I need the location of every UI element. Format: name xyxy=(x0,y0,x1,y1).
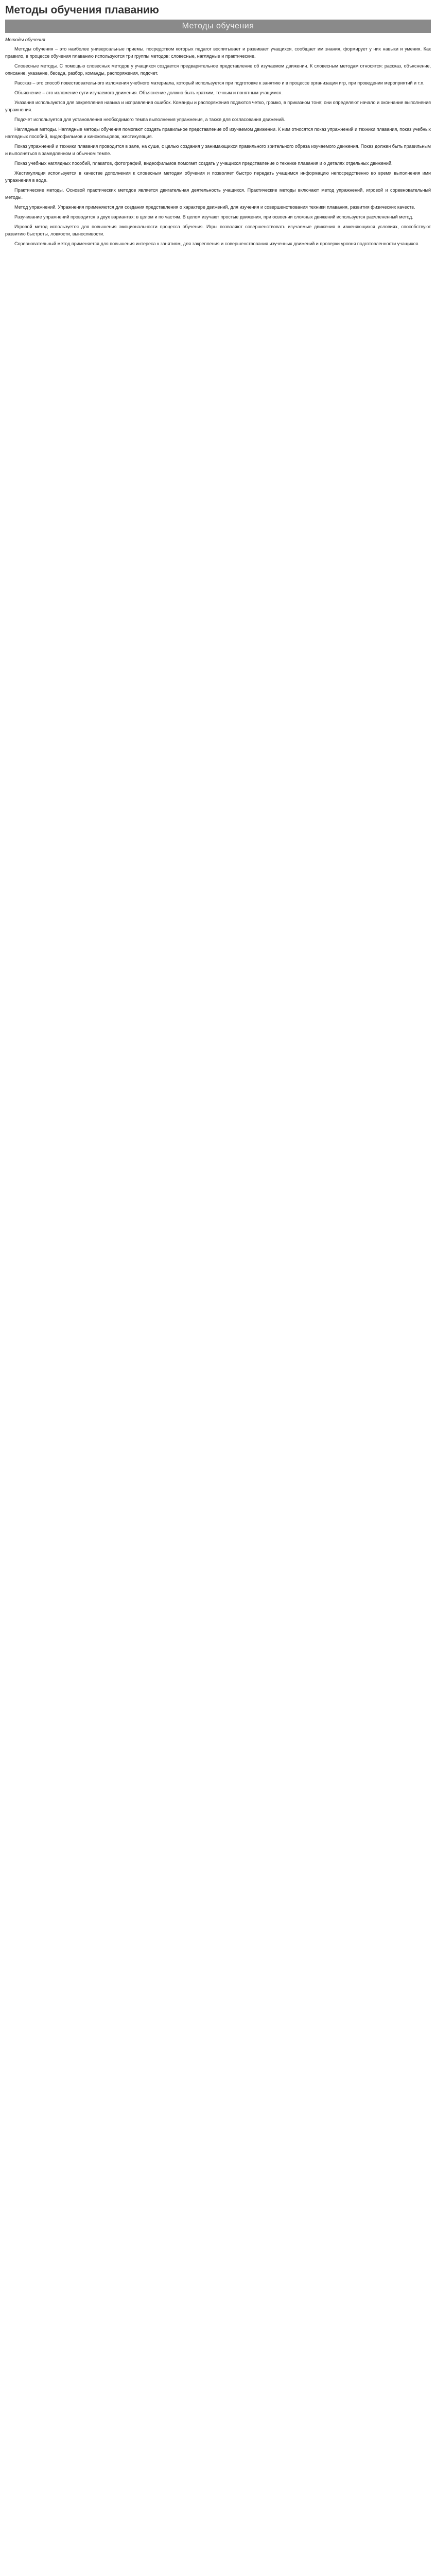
article-paragraph: Указания используются для закрепления навыка и исправления ошибок. Команды и распоряжения подаются четко, громко, в приказном тоне; они определяют начало и окончание выполнения упражнения. xyxy=(5,100,431,112)
article-paragraph: Соревновательный метод применяется для повышения интереса к занятиям, для закрепления и совершенствования изученных движений и проверки уровня подготовленности учащихся. xyxy=(14,241,420,246)
article-paragraph: Практические методы. Основой практических методов является двигательная деятельность учащихся. Практические методы включают метод упражнений, игровой и соревновательный методы. xyxy=(5,188,431,200)
article-paragraph: Методы обучения – это наиболее универсальные приемы, посредством которых педагог воспитывает и развивает учащихся, сообщает им знания, формирует у них навыки и умения. Как правило, в процессе обучения плаванию используются три группы методов: словесные, наглядные и практические. xyxy=(5,46,431,59)
article-paragraph: Подсчет используется для установления необходимого темпа выполнения упражнения, а также для согласования движений. xyxy=(14,117,285,122)
article-paragraph: Рассказ – это способ повествовательного изложения учебного материала, который используется при подготовке к занятию и в процессе организации игр, при проведении мероприятий и т.п. xyxy=(14,80,425,86)
article-paragraph: Игровой метод используется для повышения эмоциональности процесса обучения. Игры позволяют совершенствовать изучаемые движения в изменяющихся условиях, способствуют развитию быстроты, ловкости, выносливости. xyxy=(5,224,431,236)
article-paragraph: Объяснение – это изложение сути изучаемого движения. Объяснение должно быть кратким, точным и понятным учащимся. xyxy=(14,90,283,95)
page xyxy=(0,0,436,260)
article-paragraph: Жестикуляция используется в качестве дополнения к словесным методам обучения и позволяет быстро передать учащимся информацию непосредственно во время выполнения ими упражнения в воде. xyxy=(5,171,431,183)
article-paragraph: Словесные методы. С помощью словесных методов у учащихся создается предварительное представление об изучаемом движении. К словесным методам относятся: рассказ, объяснение, описание, указание, беседа, разбор, команды, распоряжения, подсчет. xyxy=(5,63,431,76)
section-banner: Методы обучения xyxy=(5,20,431,33)
article-paragraph: Метод упражнений. Упражнения применяются для создания представления о характере движений, для изучения и совершенствования техники плавания, развития физических качеств. xyxy=(14,205,415,210)
article-small-heading: Методы обучения xyxy=(5,37,45,42)
article-paragraph: Показ учебных наглядных пособий, плакатов, фотографий, видеофильмов помогает создать у учащихся представление о технике плавания и о деталях отдельных движений. xyxy=(14,161,393,166)
article-paragraph: Разучивание упражнений проводится в двух вариантах: в целом и по частям. В целом изучают простые движения, при освоении сложных движений используется расчлененный метод. xyxy=(14,214,413,219)
article-paragraph: Показ упражнений и техники плавания проводится в зале, на суше, с целью создания у занимающихся правильного зрительного образа изучаемого движения. Показ должен быть правильным и выполняться в замедленном и обычном темпе. xyxy=(5,144,431,156)
page-title: Методы обучения плаванию xyxy=(5,4,159,16)
article-paragraph: Наглядные методы. Наглядные методы обучения помогают создать правильное представление об изучаемом движении. К ним относятся показ упражнений и техники плавания, показ учебных наглядных пособий, видеофильмов и кинокольцовок, жестикуляция. xyxy=(5,127,431,139)
article-body xyxy=(5,36,431,247)
